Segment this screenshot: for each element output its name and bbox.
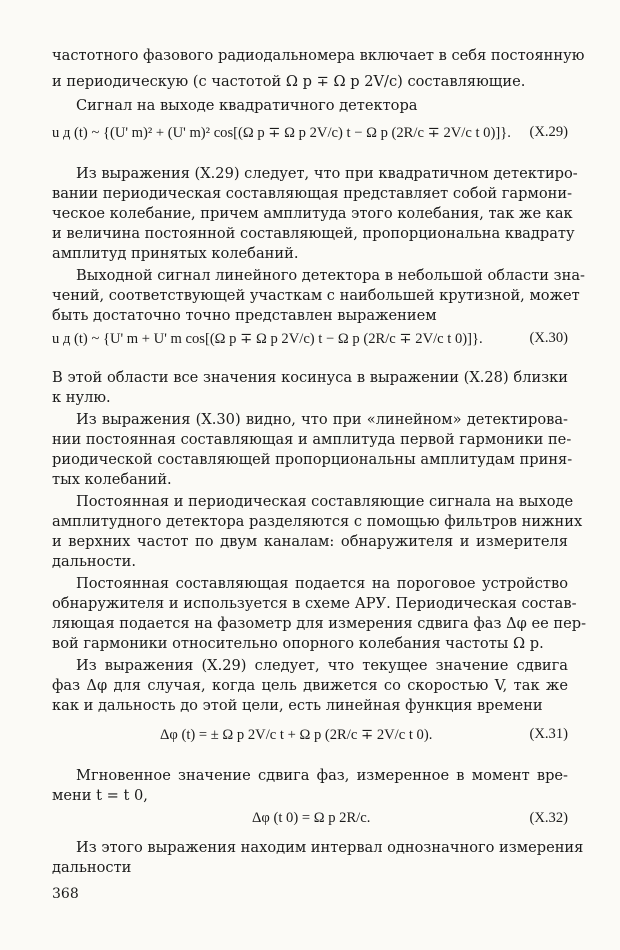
text-line: Мгновенное значение сдвига фаз, измеренное в момент вре-	[76, 767, 568, 784]
text-line: Из выражения (X.30) видно, что при «линейном» детектирова-	[76, 411, 568, 428]
text-line: частотного фазового радиодальномера включает в себя постоянную	[52, 47, 585, 64]
equation-number: (X.29)	[529, 124, 568, 140]
equation-x32: Δφ (t 0) = Ω p 2R/c.	[252, 810, 371, 826]
text-line: и верхних частот по двум каналам: обнаружителя и измерителя	[52, 533, 568, 550]
equation-x30: u д (t) ~ {U' m + U' m cos[(Ω p ∓ Ω p 2V/c) t − Ω p (2R/c ∓ 2V/c t 0)]}.	[52, 331, 483, 347]
text-line: чений, соответствующей участкам с наибольшей крутизной, может	[52, 287, 580, 304]
text-line: тых колебаний.	[52, 471, 172, 488]
text-line: мени t = t 0,	[52, 787, 148, 804]
text-line: и величина постоянной составляющей, пропорциональна квадрату	[52, 225, 575, 242]
text-line: к нулю.	[52, 389, 111, 406]
text-line: Постоянная составляющая подается на пороговое устройство	[76, 575, 568, 592]
text-line: В этой области все значения косинуса в выражении (X.28) близки	[52, 369, 568, 386]
text-line: фаз Δφ для случая, когда цель движется со скоростью V, так же	[52, 677, 568, 694]
text-line: Из выражения (X.29) следует, что при квадратичном детектиро-	[76, 165, 578, 182]
equation-number: (X.31)	[529, 726, 568, 742]
text-line: ческое колебание, причем амплитуда этого колебания, так же как	[52, 205, 573, 222]
text-line: амплитуд принятых колебаний.	[52, 245, 299, 262]
text-line: риодической составляющей пропорциональны амплитудам приня-	[52, 451, 573, 468]
page-number: 368	[52, 886, 79, 902]
text-line: Из этого выражения находим интервал однозначного измерения	[76, 839, 584, 856]
text-line: дальности	[52, 859, 132, 876]
text-line: Постоянная и периодическая составляющие сигнала на выходе	[76, 493, 574, 510]
equation-x31: Δφ (t) = ± Ω p 2V/c t + Ω p (2R/c ∓ 2V/c t 0).	[160, 727, 433, 743]
text-line: амплитудного детектора разделяются с помощью фильтров нижних	[52, 513, 583, 530]
text-line: дальности.	[52, 553, 137, 570]
text-line: ляющая подается на фазометр для измерения сдвига фаз Δφ ее пер-	[52, 615, 587, 632]
text-line: Выходной сигнал линейного детектора в небольшой области зна-	[76, 267, 585, 284]
text-line: нии постоянная составляющая и амплитуда первой гармоники пе-	[52, 431, 572, 448]
text-line: вой гармоники относительно опорного колебания частоты Ω p.	[52, 635, 544, 652]
equation-number: (X.32)	[529, 810, 568, 826]
text-line: Сигнал на выходе квадратичного детектора	[76, 97, 418, 114]
text-line: Из выражения (X.29) следует, что текущее значение сдвига	[76, 657, 568, 674]
text-line: быть достаточно точно представлен выражением	[52, 307, 437, 324]
equation-x29: u д (t) ~ {(U' m)² + (U' m)² cos[(Ω p ∓ Ω p 2V/c) t − Ω p (2R/c ∓ 2V/c t 0)]}.	[52, 125, 511, 141]
equation-number: (X.30)	[529, 330, 568, 346]
text-line: как и дальность до этой цели, есть линейная функция времени	[52, 697, 543, 714]
text-line: обнаружителя и используется в схеме АРУ. Периодическая состав-	[52, 595, 577, 612]
text-line: и периодическую (с частотой Ω p ∓ Ω p 2V/c) составляющие.	[52, 73, 526, 90]
text-line: вании периодическая составляющая представляет собой гармони-	[52, 185, 573, 202]
